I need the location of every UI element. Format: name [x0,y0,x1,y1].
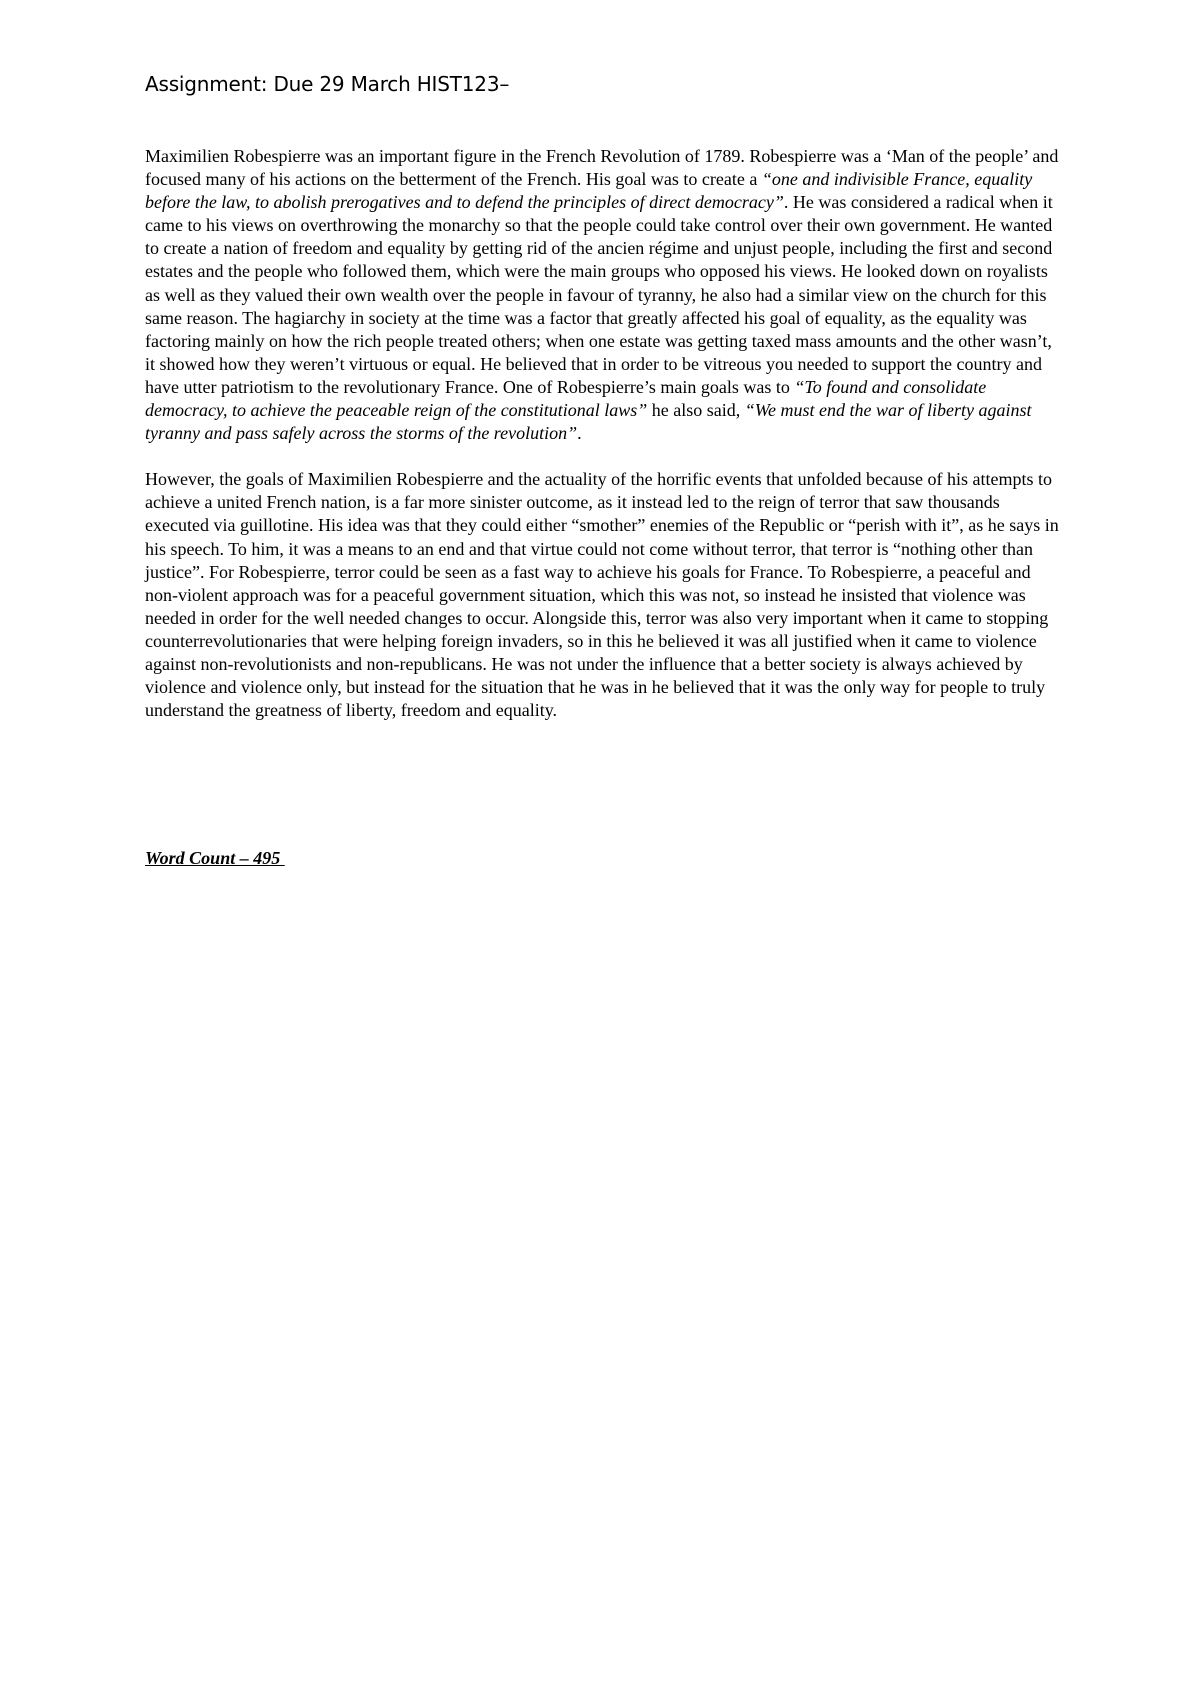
paragraph-1-text-b: . He was considered a radical when it came to his views on overthrowing the monarchy so that the people could take control over their own government. He wanted to create a nation of freedom and equality by getting rid of the ancien régime and unjust people, including the first and second estates and the people who followed them, which were the main groups who opposed his views. He looked down on royalists as well as they valued their own wealth over the people in favour of tyranny, he also had a similar view on the church for this same reason. The hagiarchy in society at the time was a factor that greatly affected his goal of equality, as the equality was factoring mainly on how the rich people treated others; when one estate was getting taxed mass amounts and the other wasn’t, it showed how they weren’t virtuous or equal. He believed that in order to be vitreous you needed to support the country and have utter patriotism to the revolutionary France. One of Robespierre’s main goals was to [145,192,1053,397]
essay-paragraph-1 [145,145,1060,445]
essay-paragraph-2: However, the goals of Maximilien Robespierre and the actuality of the horrific events that unfolded because of his attempts to achieve a united French nation, is a far more sinister outcome, as it instead led to the reign of terror that saw thousands executed via guillotine. His idea was that they could either “smother” enemies of the Republic or “perish with it”, as he says in his speech. To him, it was a means to an end and that virtue could not come without terror, that terror is “nothing other than justice”. For Robespierre, terror could be seen as a fast way to achieve his goals for France. To Robespierre, a peaceful and non-violent approach was for a peaceful government situation, which this was not, so instead he insisted that violence was needed in order for the well needed changes to occur. Alongside this, terror was also very important when it came to stopping counterrevolutionaries that were helping foreign invaders, so in this he believed it was all justified when it came to violence against non-revolutionists and non-republicans. He was not under the influence that a better society is always achieved by violence and violence only, but instead for the situation that he was in he believed that it was the only way for people to truly understand the greatness of liberty, freedom and equality. [145,469,1059,721]
essay-body [145,145,1060,745]
paragraph-1-text-d: . [577,423,582,444]
paragraph-1-text-c: he also said, [647,400,745,421]
quote-war-of-liberty: “We must end the war of liberty against tyranny and pass safely across the storms of the revolution” [145,400,1032,444]
assignment-heading: Assignment: Due 29 March HIST123– [145,72,510,96]
quote-consolidate-democracy: “To found and consolidate democracy, to achieve the peaceable reign of the constitutional laws” [145,376,987,421]
word-count: Word Count – 495 [145,848,285,868]
quote-indivisible-france: “one and indivisible France, equality before the law, to abolish prerogatives and to defend the principles of direct democracy” [145,169,1033,213]
paragraph-1-text-a: Maximilien Robespierre was an important figure in the French Revolution of 1789. Robespierre was a ‘Man of the people’ and focused many of his actions on the betterment of the French. His goal was to create a [145,146,1059,190]
